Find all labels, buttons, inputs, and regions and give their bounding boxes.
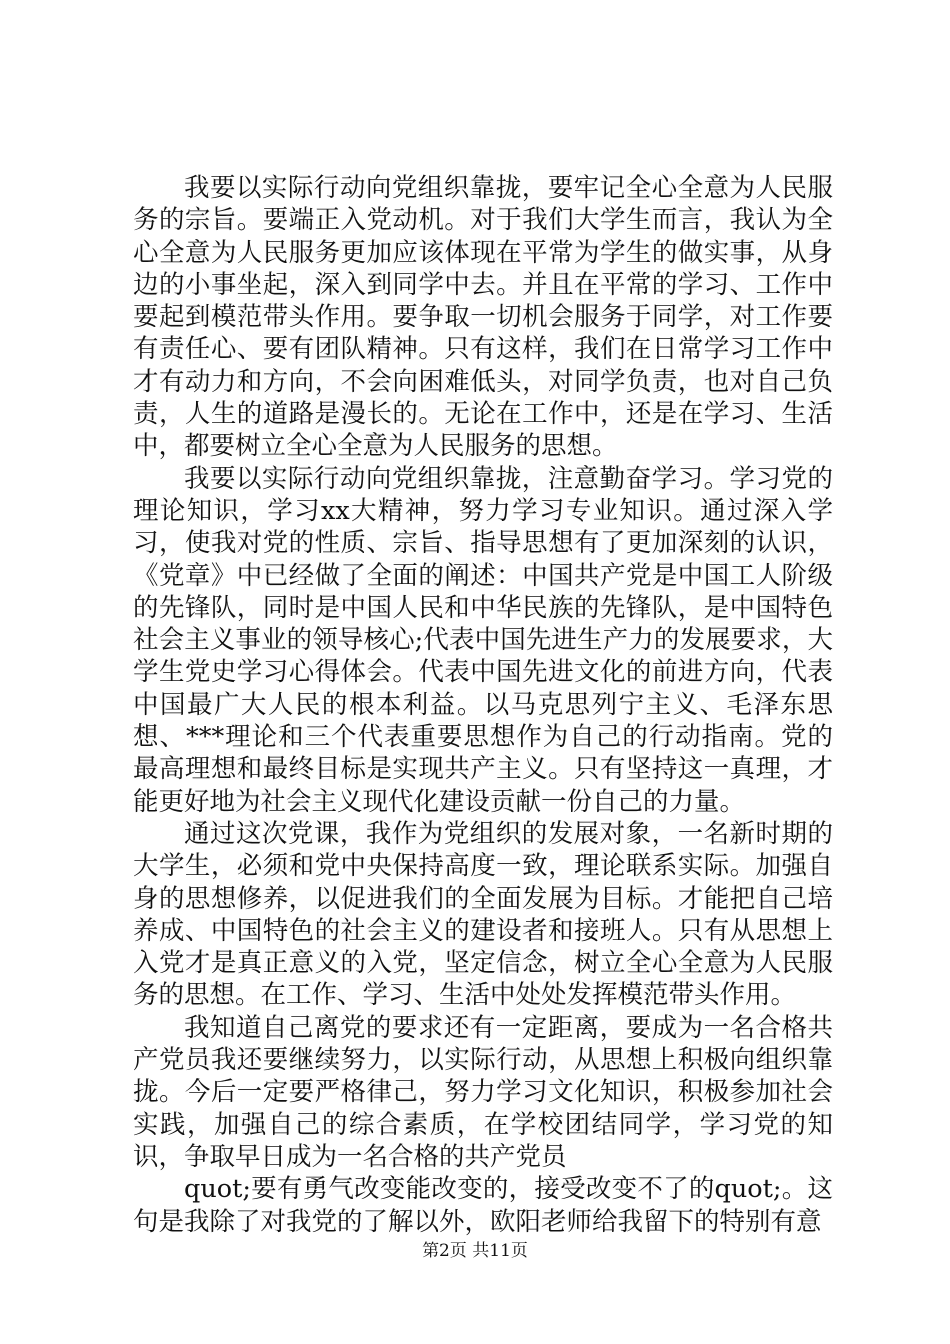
page-footer: 第2页 共11页 — [422, 1241, 528, 1261]
paragraph-5: quot;要有勇气改变能改变的，接受改变不了的quot;。这句是我除了对我党的了解以外，欧阳老师给我留下的特别有意 — [133, 1174, 833, 1237]
document-body — [133, 172, 833, 1238]
paragraph-4: 我知道自己离党的要求还有一定距离，要成为一名合格共产党员我还要继续努力，以实际行动，从思想上积极向组织靠拢。今后一定要严格律己，努力学习文化知识，积极参加社会实践，加强自己的综合素质，在学校团结同学，学习党的知识，争取早日成为一名合格的共产党员 — [133, 1012, 833, 1172]
paragraph-3: 通过这次党课，我作为党组织的发展对象，一名新时期的大学生，必须和党中央保持高度一致，理论联系实际。加强自身的思想修养，以促进我们的全面发展为目标。才能把自己培养成、中国特色的社会主义的建设者和接班人。只有从思想上入党才是真正意义的入党，坚定信念，树立全心全意为人民服务的思想。在工作、学习、生活中处处发挥模范带头作用。 — [133, 818, 833, 1011]
paragraph-2: 我要以实际行动向党组织靠拢，注意勤奋学习。学习党的理论知识，学习xx大精神，努力学习专业知识。通过深入学习，使我对党的性质、宗旨、指导思想有了更加深刻的认识，《党章》中已经做了全面的阐述：中国共产党是中国工人阶级的先锋队，同时是中国人民和中华民族的先锋队，是中国特色社会主义事业的领导核心;代表中国先进生产力的发展要求，大学生党史学习心得体会。代表中国先进文化的前进方向，代表中国最广大人民的根本利益。以马克思列宁主义、毛泽东思想、***理论和三个代表重要思想作为自己的行动指南。党的最高理想和最终目标是实现共产主义。只有坚持这一真理，才能更好地为社会主义现代化建设贡献一份自己的力量。 — [133, 463, 833, 817]
paragraph-1: 我要以实际行动向党组织靠拢，要牢记全心全意为人民服务的宗旨。要端正入党动机。对于我们大学生而言，我认为全心全意为人民服务更加应该体现在平常为学生的做实事，从身边的小事坐起，深入到同学中去。并且在平常的学习、工作中要起到模范带头作用。要争取一切机会服务于同学，对工作要有责任心、要有团队精神。只有这样，我们在日常学习工作中才有动力和方向，不会向困难低头，对同学负责，也对自己负责，人生的道路是漫长的。无论在工作中，还是在学习、生活中，都要树立全心全意为人民服务的思想。 — [133, 173, 833, 462]
